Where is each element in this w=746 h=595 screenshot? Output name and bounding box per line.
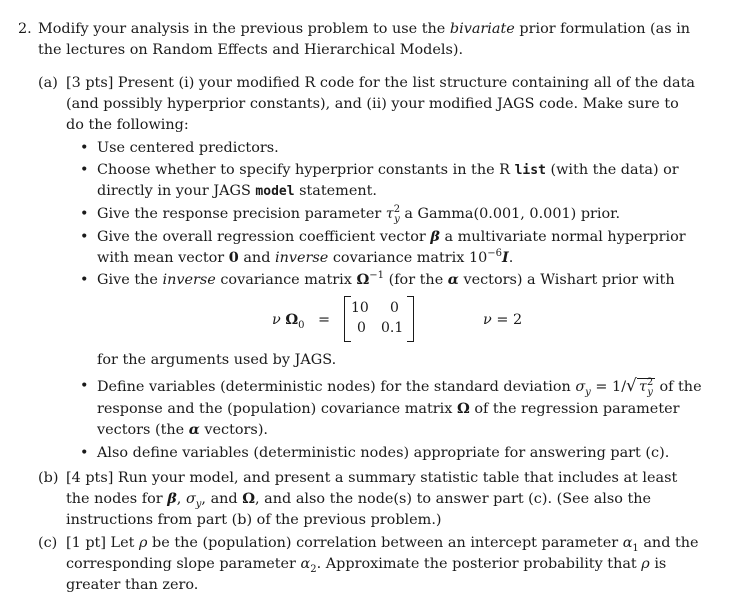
bullet-icon: • — [80, 162, 89, 178]
matrix-right-bracket — [407, 296, 414, 342]
bullet-icon: • — [80, 140, 89, 156]
bullet-1: Use centered predictors. — [97, 140, 279, 156]
matrix-cell-11: 10 — [351, 300, 369, 316]
part-c-line-2: corresponding slope parameter $\alpha_2$. Approximate the posterior probability that ρ is — [66, 556, 667, 575]
bullet-icon: • — [80, 378, 89, 394]
part-b-line-3: instructions from part (b) of the previous problem.) — [66, 512, 442, 528]
part-c-line-1: [1 pt] Let ρ be the (population) correlation between an intercept parameter $\alpha_1$ and the — [66, 535, 699, 554]
bullet-icon: • — [80, 206, 89, 222]
bullet-6-line-2: response and the (population) covariance matrix Ω of the regression parameter — [97, 400, 680, 417]
problem-number: 2. — [18, 21, 32, 37]
bullet-icon: • — [80, 272, 89, 288]
part-a-line-1: [3 pts] Present (i) your modified R code for the list structure containing all of the data — [66, 75, 695, 91]
matrix-cell-21: 0 — [357, 320, 366, 336]
part-a-line-2: (and possibly hyperprior constants), and (ii) your modified JAGS code. Make sure to — [66, 96, 679, 112]
bullet-icon: • — [80, 445, 89, 461]
part-b-line-1: [4 pts] Run your model, and present a summary statistic table that includes at least — [66, 470, 678, 486]
bullet-6-line-3: vectors (the α vectors). — [97, 421, 269, 438]
problem-intro-line-2: the lectures on Random Effects and Hierarchical Models). — [38, 42, 464, 58]
equation-lhs: ν $\Omega_0$ — [272, 311, 305, 331]
bullet-icon: • — [80, 229, 89, 245]
bullet-3: Give the response precision parameter $\tau^2_y$ a Gamma(0.001, 0.001) prior. — [97, 204, 621, 225]
precision-matrix — [342, 296, 418, 342]
equation-equals: = — [318, 312, 331, 328]
equation-nu: ν = 2 — [483, 312, 523, 328]
part-b-line-2: the nodes for β, $\sigma_y$, and Ω, and also the node(s) to answer part (c). (See also the — [66, 490, 652, 510]
after-equation-text: for the arguments used by JAGS. — [97, 352, 337, 368]
part-a-line-3: do the following: — [66, 117, 189, 133]
part-b-label: (b) — [38, 470, 59, 486]
bullet-6-line-1: Define variables (deterministic nodes) for the standard deviation $\sigma_y = 1/√$ $\tau^2_y$ of the — [97, 376, 702, 398]
bullet-4-line-1: Give the overall regression coefficient vector β a multivariate normal hyperprior — [97, 228, 686, 245]
matrix-left-bracket — [344, 296, 351, 342]
matrix-cell-22: 0.1 — [381, 320, 404, 336]
part-c-line-3: greater than zero. — [66, 577, 199, 593]
matrix-cell-12: 0 — [390, 300, 399, 316]
bullet-5: Give the inverse covariance matrix $\Omega^{-1}$ (for the α vectors) a Wishart prior with — [97, 270, 675, 288]
part-c-label: (c) — [38, 535, 58, 551]
bullet-7: Also define variables (deterministic nodes) appropriate for answering part (c). — [97, 445, 670, 461]
problem-intro-line-1: Modify your analysis in the previous problem to use the bivariate prior formulation (as in — [38, 21, 691, 37]
bullet-2-line-2: directly in your JAGS model statement. — [97, 183, 377, 199]
part-a-label: (a) — [38, 75, 58, 91]
bullet-4-line-2: with mean vector 0 and inverse covariance matrix $10^{-6}I$. — [97, 248, 514, 266]
bullet-2-line-1: Choose whether to specify hyperprior constants in the R list (with the data) or — [97, 162, 679, 178]
